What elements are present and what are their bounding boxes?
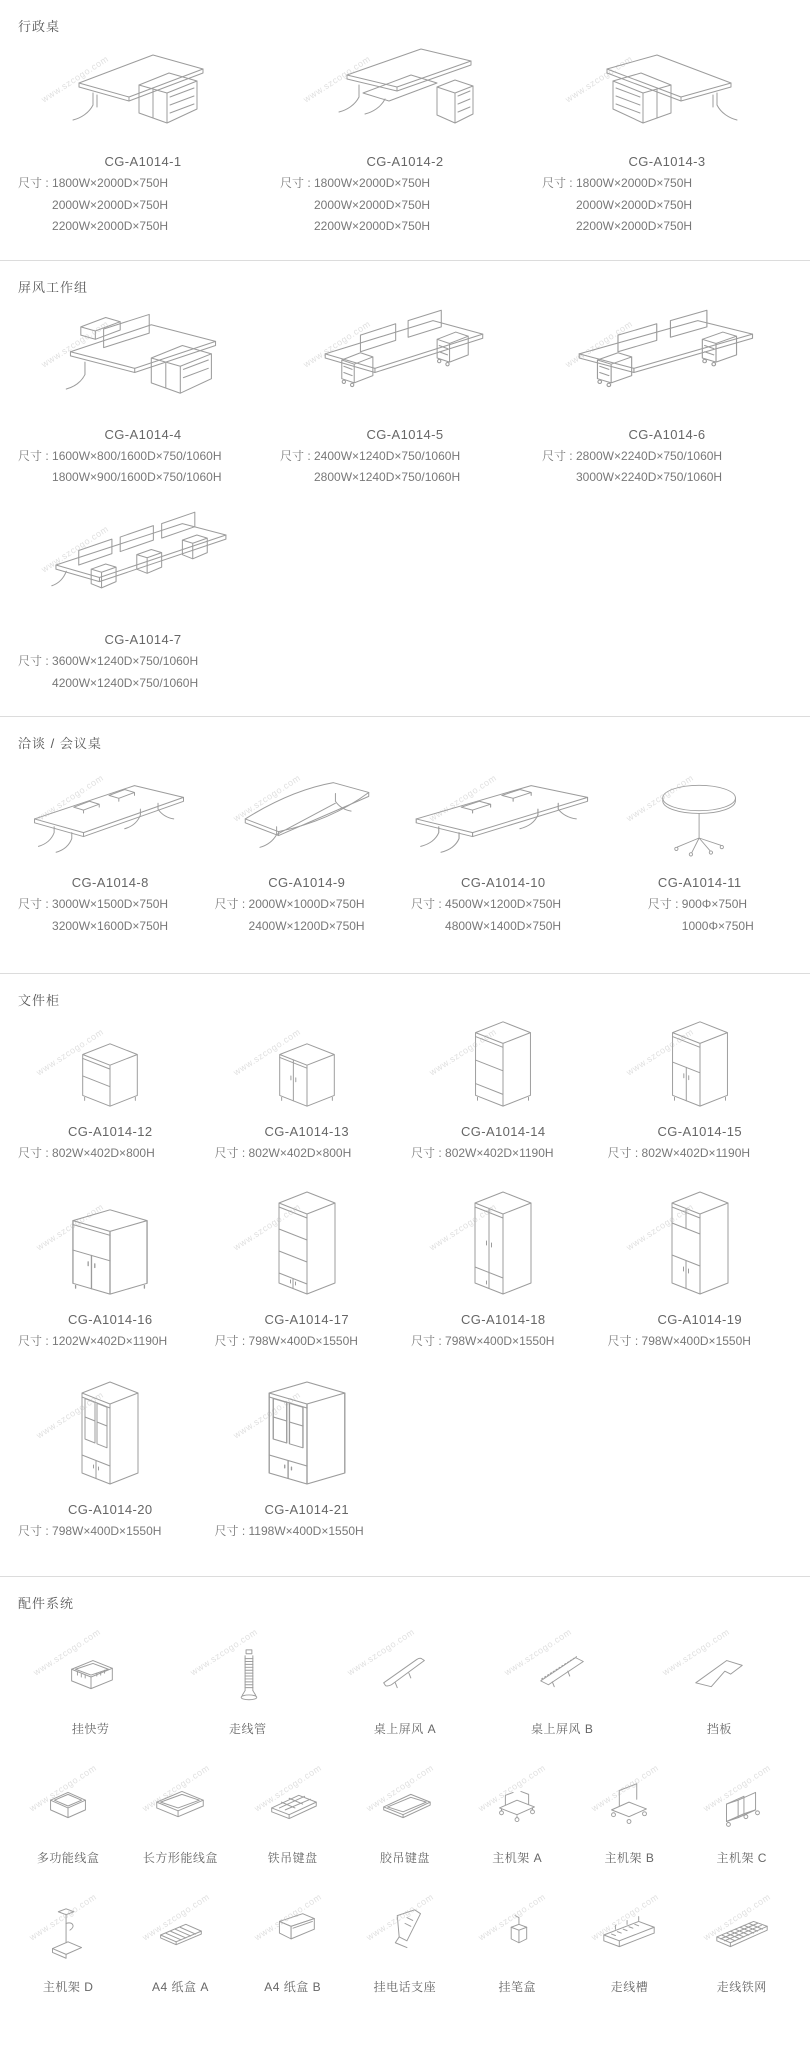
product-card xyxy=(12,1181,209,1353)
watermark: www.szcogo.com xyxy=(34,1026,106,1078)
accessory-name: 主机架 C xyxy=(716,1851,767,1866)
dimension-line: 802W×402D×800H xyxy=(248,1146,352,1161)
watermark: www.szcogo.com xyxy=(589,1891,661,1943)
dims-label: 尺寸 : xyxy=(18,176,53,190)
dimension-line: 798W×400D×1550H xyxy=(52,1523,162,1538)
watermark: www.szcogo.com xyxy=(27,1891,99,1943)
product-dimensions xyxy=(542,446,794,489)
product-dimensions xyxy=(542,173,794,238)
steel-keyboard-tray-icon xyxy=(262,1775,324,1837)
accessory-name: 铁吊键盘 xyxy=(267,1851,318,1866)
product-figure xyxy=(278,300,532,416)
watermark: www.szcogo.com xyxy=(503,1626,574,1678)
dims-label: 尺寸 : xyxy=(18,448,53,463)
product-row xyxy=(12,1369,798,1543)
watermark: www.szcogo.com xyxy=(140,1762,211,1814)
accessory-row xyxy=(12,1755,798,1866)
round-table-icon xyxy=(650,772,750,864)
product-model: CG-A1014-8 xyxy=(71,875,149,891)
watermark: www.szcogo.com xyxy=(624,1201,695,1253)
watermark: www.szcogo.com xyxy=(427,1026,499,1078)
product-figure xyxy=(540,39,794,143)
product-figure xyxy=(606,756,795,864)
product-card xyxy=(12,1369,209,1543)
product-model: CG-A1014-12 xyxy=(67,1124,153,1140)
product-dimensions xyxy=(18,173,270,238)
product-card xyxy=(12,1013,209,1165)
product-card xyxy=(209,1181,406,1353)
dims-label: 尺寸 : xyxy=(214,897,249,912)
cable-mesh-tray-icon xyxy=(706,1904,778,1966)
workstation-2-seat-icon xyxy=(49,302,237,416)
cpu-holder-d-icon xyxy=(37,1904,99,1966)
tall-door-cabinet-icon xyxy=(462,1183,544,1301)
section-title: 屏风工作组 xyxy=(18,279,89,295)
watermark: www.szcogo.com xyxy=(563,318,635,370)
product-dimensions xyxy=(608,1331,795,1353)
dimension-line: 900Φ×750H xyxy=(681,897,748,912)
dims-label: 尺寸 : xyxy=(411,1146,446,1161)
product-figure xyxy=(213,1013,402,1113)
product-figure xyxy=(213,756,402,864)
product-figure xyxy=(606,1013,795,1113)
desktop-screen-b-icon xyxy=(526,1646,598,1708)
watermark: www.szcogo.com xyxy=(660,1626,732,1678)
product-card xyxy=(209,1369,406,1543)
wide-glass-door-cabinet-icon xyxy=(251,1373,362,1491)
dimension-line: 802W×402D×1190H xyxy=(445,1146,554,1161)
watermark: www.szcogo.com xyxy=(427,1201,499,1253)
dimension-line: 802W×402D×1190H xyxy=(641,1146,751,1161)
watermark: www.szcogo.com xyxy=(34,1389,106,1441)
watermark: www.szcogo.com xyxy=(27,1762,99,1814)
product-figure xyxy=(16,1013,205,1113)
conference-table-icon xyxy=(26,766,194,864)
a4-paper-tray-a-icon xyxy=(149,1904,211,1966)
product-dimensions xyxy=(608,894,795,937)
product-dimensions xyxy=(411,1331,598,1353)
product-model: CG-A1014-10 xyxy=(460,875,546,891)
dims-label: 尺寸 : xyxy=(18,1333,53,1348)
accessory-figure xyxy=(241,1884,345,1966)
product-model: CG-A1014-13 xyxy=(264,1124,350,1140)
product-row xyxy=(12,1181,798,1353)
accessory-figure xyxy=(465,1884,569,1966)
conference-table-icon xyxy=(407,766,600,864)
watermark: www.szcogo.com xyxy=(188,1626,260,1678)
product-figure xyxy=(409,1181,598,1301)
watermark: www.szcogo.com xyxy=(39,53,111,105)
watermark: www.szcogo.com xyxy=(427,772,499,824)
product-card xyxy=(12,300,274,489)
section-file-cabinets xyxy=(0,974,810,1554)
accessory-row xyxy=(12,1616,798,1737)
dimension-line: 1600W×800/1600D×750/1060H xyxy=(52,448,222,463)
product-model: CG-A1014-19 xyxy=(657,1311,743,1327)
product-card xyxy=(536,300,798,489)
product-card xyxy=(602,1013,799,1165)
accessory-name: A4 纸盒 A xyxy=(151,1980,209,1995)
product-dimensions xyxy=(18,651,270,694)
product-model: CG-A1014-21 xyxy=(264,1501,350,1517)
dimension-line: 2200W×2000D×750H xyxy=(52,219,169,234)
dimension-line: 802W×402D×800H xyxy=(52,1146,155,1161)
dimension-line: 798W×400D×1550H xyxy=(445,1333,555,1348)
dims-label: 尺寸 : xyxy=(214,1146,249,1161)
hanging-file-rack-icon xyxy=(60,1646,122,1708)
desktop-screen-a-icon xyxy=(369,1646,441,1708)
accessory-card xyxy=(573,1755,685,1866)
dims-label: 尺寸 : xyxy=(18,897,53,912)
product-model: CG-A1014-3 xyxy=(628,154,706,169)
executive-l-desk-icon xyxy=(59,33,227,143)
accessory-figure xyxy=(330,1616,479,1708)
accessory-card xyxy=(12,1616,169,1737)
dims-label: 尺寸 : xyxy=(214,1523,249,1538)
product-card xyxy=(536,39,798,238)
section-title: 洽谈 / 会议桌 xyxy=(18,736,102,752)
watermark: www.szcogo.com xyxy=(345,1626,417,1678)
accessory-card xyxy=(349,1884,461,1995)
product-model: CG-A1014-15 xyxy=(657,1124,743,1140)
product-card xyxy=(12,505,274,694)
accessory-name: 走线铁网 xyxy=(716,1980,767,1995)
product-figure xyxy=(540,300,794,416)
pen-box-icon xyxy=(486,1904,548,1966)
accessory-name: 主机架 B xyxy=(604,1851,655,1866)
watermark: www.szcogo.com xyxy=(624,772,695,824)
watermark: www.szcogo.com xyxy=(231,772,302,824)
product-model: CG-A1014-9 xyxy=(268,875,346,891)
accessory-figure xyxy=(690,1755,794,1837)
product-figure xyxy=(16,505,270,621)
dimension-line: 798W×400D×1550H xyxy=(641,1333,751,1348)
dimension-line: 1800W×2000D×750H xyxy=(314,176,431,190)
accessory-card xyxy=(349,1755,461,1866)
product-card xyxy=(405,1013,602,1165)
accessory-name: 多功能线盒 xyxy=(36,1851,100,1866)
accessory-card xyxy=(12,1755,124,1866)
accessory-card xyxy=(686,1755,798,1866)
accessory-figure xyxy=(645,1616,794,1708)
product-row xyxy=(12,756,798,937)
product-dimensions xyxy=(215,1521,402,1543)
accessory-card xyxy=(461,1884,573,1995)
product-card xyxy=(209,1013,406,1165)
product-dimensions xyxy=(18,1143,205,1165)
accessory-name: 挂快劳 xyxy=(71,1722,110,1737)
product-card xyxy=(274,300,536,489)
product-dimensions xyxy=(215,894,402,937)
dimension-line: 1202W×402D×1190H xyxy=(52,1333,168,1348)
watermark: www.szcogo.com xyxy=(624,1026,695,1078)
dims-label: 尺寸 : xyxy=(647,897,682,912)
dimension-line: 3000W×1500D×750H xyxy=(52,897,169,912)
section-title: 行政桌 xyxy=(18,19,61,34)
accessory-name: 主机架 A xyxy=(492,1851,543,1866)
dims-label: 尺寸 : xyxy=(279,448,314,463)
dims-label: 尺寸 : xyxy=(279,176,314,190)
accessory-figure xyxy=(465,1755,569,1837)
dims-label: 尺寸 : xyxy=(18,1146,53,1161)
product-dimensions xyxy=(608,1143,795,1165)
accessory-card xyxy=(461,1755,573,1866)
product-dimensions xyxy=(411,1143,598,1165)
cpu-holder-a-icon xyxy=(486,1775,548,1837)
product-card xyxy=(274,39,536,238)
product-card xyxy=(12,756,209,937)
dimension-line: 1800W×2000D×750H xyxy=(52,176,169,190)
phone-bracket-icon xyxy=(374,1904,436,1966)
accessory-card xyxy=(124,1884,236,1995)
accessory-card xyxy=(124,1755,236,1866)
dims-label: 尺寸 : xyxy=(18,653,53,668)
product-model: CG-A1014-4 xyxy=(104,426,182,442)
product-dimensions xyxy=(280,173,532,238)
watermark: www.szcogo.com xyxy=(231,1201,302,1253)
accessory-figure xyxy=(577,1884,681,1966)
cable-spine-tube-icon xyxy=(217,1646,279,1708)
watermark: www.szcogo.com xyxy=(39,318,111,370)
open-shelf-cabinet-icon xyxy=(70,1035,150,1113)
watermark: www.szcogo.com xyxy=(140,1891,211,1943)
accessory-card xyxy=(237,1884,349,1995)
section-title: 文件柜 xyxy=(18,993,61,1009)
accessory-card xyxy=(326,1616,483,1737)
dimension-line: 1000Φ×750H xyxy=(681,918,754,933)
watermark: www.szcogo.com xyxy=(476,1891,548,1943)
accessory-name: 走线槽 xyxy=(610,1980,649,1995)
dimension-line: 2400W×1200D×750H xyxy=(248,918,365,933)
dimension-line: 2000W×2000D×750H xyxy=(575,197,693,212)
accessory-figure xyxy=(173,1616,322,1708)
accessory-figure xyxy=(353,1755,457,1837)
watermark: www.szcogo.com xyxy=(31,1626,103,1678)
product-dimensions xyxy=(18,1521,205,1543)
boat-shape-table-icon xyxy=(232,766,382,864)
product-dimensions xyxy=(280,446,532,489)
dimension-line: 3600W×1240D×750/1060H xyxy=(52,653,199,668)
accessory-card xyxy=(686,1884,798,1995)
dimension-line: 798W×400D×1550H xyxy=(248,1333,358,1348)
dimension-line: 2000W×1000D×750H xyxy=(248,897,365,912)
product-model: CG-A1014-1 xyxy=(104,154,182,169)
dims-label: 尺寸 : xyxy=(607,1146,642,1161)
dims-label: 尺寸 : xyxy=(411,897,446,912)
accessory-figure xyxy=(128,1755,232,1837)
watermark: www.szcogo.com xyxy=(701,1891,773,1943)
dimension-line: 3200W×1600D×750H xyxy=(52,918,169,933)
accessory-row xyxy=(12,1884,798,1995)
tall-shelf-door-cabinet-icon xyxy=(266,1183,348,1301)
product-dimensions xyxy=(18,446,270,489)
dims-label: 尺寸 : xyxy=(18,1523,53,1538)
watermark: www.szcogo.com xyxy=(563,53,635,105)
dimension-line: 4800W×1400D×750H xyxy=(445,918,562,933)
accessory-figure xyxy=(16,1755,120,1837)
product-row xyxy=(12,39,798,238)
product-card xyxy=(209,756,406,937)
product-figure xyxy=(16,39,270,143)
accessory-card xyxy=(641,1616,798,1737)
accessory-card xyxy=(573,1884,685,1995)
product-figure xyxy=(278,39,532,143)
product-card xyxy=(602,756,799,937)
watermark: www.szcogo.com xyxy=(476,1762,548,1814)
product-dimensions xyxy=(215,1331,402,1353)
dims-label: 尺寸 : xyxy=(541,176,576,190)
watermark: www.szcogo.com xyxy=(364,1891,436,1943)
product-model: CG-A1014-2 xyxy=(366,154,444,169)
accessory-figure xyxy=(488,1616,637,1708)
section-executive-desks xyxy=(0,0,810,238)
watermark: www.szcogo.com xyxy=(301,318,373,370)
accessory-name: 挡板 xyxy=(706,1722,732,1737)
product-card xyxy=(602,1181,799,1353)
wide-door-cabinet-icon xyxy=(56,1201,164,1301)
accessory-card xyxy=(169,1616,326,1737)
accessory-name: 走线管 xyxy=(229,1722,267,1737)
dims-label: 尺寸 : xyxy=(411,1333,446,1348)
product-card xyxy=(405,756,602,937)
multi-cable-box-icon xyxy=(37,1775,99,1837)
watermark: www.szcogo.com xyxy=(364,1762,436,1814)
cpu-holder-c-icon xyxy=(711,1775,773,1837)
accessory-figure xyxy=(690,1884,794,1966)
watermark: www.szcogo.com xyxy=(34,1201,106,1253)
watermark: www.szcogo.com xyxy=(39,523,111,575)
watermark: www.szcogo.com xyxy=(589,1762,661,1814)
product-model: CG-A1014-20 xyxy=(67,1501,153,1517)
dimension-line: 2800W×2240D×750/1060H xyxy=(575,448,723,463)
workstation-6-seat-icon xyxy=(43,507,243,621)
product-dimensions xyxy=(18,894,205,937)
product-figure xyxy=(606,1181,795,1301)
accessory-figure xyxy=(16,1616,165,1708)
product-row xyxy=(12,505,798,694)
accessory-card xyxy=(237,1755,349,1866)
accessory-figure xyxy=(128,1884,232,1966)
watermark: www.szcogo.com xyxy=(301,53,373,105)
accessory-name: 挂电话支座 xyxy=(373,1980,437,1995)
product-row xyxy=(12,1013,798,1165)
accessory-name: 长方形能线盒 xyxy=(142,1851,218,1866)
product-figure xyxy=(16,300,270,416)
accessory-figure xyxy=(353,1884,457,1966)
dimension-line: 2400W×1240D×750/1060H xyxy=(314,448,461,463)
dimension-line: 4500W×1200D×750H xyxy=(445,897,562,912)
executive-l-desk-icon xyxy=(583,33,751,143)
tall-mixed-cabinet-icon xyxy=(659,1183,741,1301)
accessory-name: 挂笔盒 xyxy=(498,1980,536,1995)
product-figure xyxy=(213,1369,402,1491)
open-shelf-cabinet-icon xyxy=(463,1013,543,1113)
watermark: www.szcogo.com xyxy=(252,1891,324,1943)
product-model: CG-A1014-7 xyxy=(104,631,182,647)
product-model: CG-A1014-14 xyxy=(460,1124,546,1140)
modesty-panel-icon xyxy=(683,1646,755,1708)
product-dimensions xyxy=(411,894,598,937)
accessory-name: 桌上屏风 A xyxy=(373,1722,437,1737)
watermark: www.szcogo.com xyxy=(701,1762,773,1814)
product-card xyxy=(405,1181,602,1353)
accessory-name: 桌上屏风 B xyxy=(530,1722,594,1737)
a4-paper-tray-b-icon xyxy=(262,1904,324,1966)
product-figure xyxy=(16,756,205,864)
executive-l-desk-pedestal-icon xyxy=(321,33,489,143)
product-dimensions xyxy=(18,1331,205,1353)
dims-label: 尺寸 : xyxy=(214,1333,249,1348)
dimension-line: 1800W×900/1600D×750/1060H xyxy=(52,470,222,485)
product-model: CG-A1014-6 xyxy=(628,426,706,442)
plastic-keyboard-tray-icon xyxy=(374,1775,436,1837)
product-figure xyxy=(16,1181,205,1301)
dimension-line: 2000W×2000D×750H xyxy=(314,197,431,212)
dimension-line: 4200W×1240D×750/1060H xyxy=(52,675,199,690)
accessory-figure xyxy=(16,1884,120,1966)
dimension-line: 2800W×1240D×750/1060H xyxy=(314,470,461,485)
accessory-figure xyxy=(577,1755,681,1837)
product-row xyxy=(12,300,798,489)
dimension-line: 1198W×400D×1550H xyxy=(248,1523,364,1538)
workstation-4-seat-icon xyxy=(311,302,499,416)
dimension-line: 2000W×2000D×750H xyxy=(52,197,169,212)
accessory-name: 胶吊键盘 xyxy=(379,1851,430,1866)
product-figure xyxy=(409,756,598,864)
dimension-line: 3000W×2240D×750/1060H xyxy=(575,470,723,485)
cpu-holder-b-icon xyxy=(598,1775,660,1837)
dims-label: 尺寸 : xyxy=(607,1333,642,1348)
accessory-figure xyxy=(241,1755,345,1837)
accessory-card xyxy=(484,1616,641,1737)
two-door-cabinet-icon xyxy=(267,1035,347,1113)
product-figure xyxy=(213,1181,402,1301)
workstation-4-seat-icon xyxy=(564,302,771,416)
dims-label: 尺寸 : xyxy=(541,448,576,463)
accessory-name: 主机架 D xyxy=(42,1980,94,1995)
product-dimensions xyxy=(215,1143,402,1165)
product-model: CG-A1014-16 xyxy=(67,1311,153,1327)
dimension-line: 2200W×2000D×750H xyxy=(575,219,693,234)
accessory-name: A4 纸盒 B xyxy=(264,1980,322,1995)
tall-glass-door-cabinet-icon xyxy=(69,1373,151,1491)
product-model: CG-A1014-18 xyxy=(460,1311,546,1327)
open-top-door-cabinet-icon xyxy=(660,1013,740,1113)
watermark: www.szcogo.com xyxy=(252,1762,324,1814)
cable-duct-icon xyxy=(593,1904,665,1966)
accessory-card xyxy=(12,1884,124,1995)
product-card xyxy=(12,39,274,238)
rect-cable-box-icon xyxy=(149,1775,211,1837)
watermark: www.szcogo.com xyxy=(34,772,106,824)
product-figure xyxy=(409,1013,598,1113)
product-model: CG-A1014-5 xyxy=(366,426,444,442)
section-title: 配件系统 xyxy=(18,1596,75,1612)
dimension-line: 2200W×2000D×750H xyxy=(314,219,431,234)
section-workstations xyxy=(0,261,810,694)
product-model: CG-A1014-17 xyxy=(264,1311,350,1327)
watermark: www.szcogo.com xyxy=(231,1389,302,1441)
section-accessories xyxy=(0,1577,810,2057)
dimension-line: 1800W×2000D×750H xyxy=(575,176,693,190)
product-figure xyxy=(16,1369,205,1491)
section-meeting-tables xyxy=(0,717,810,951)
product-model: CG-A1014-11 xyxy=(657,875,742,891)
watermark: www.szcogo.com xyxy=(231,1026,302,1078)
